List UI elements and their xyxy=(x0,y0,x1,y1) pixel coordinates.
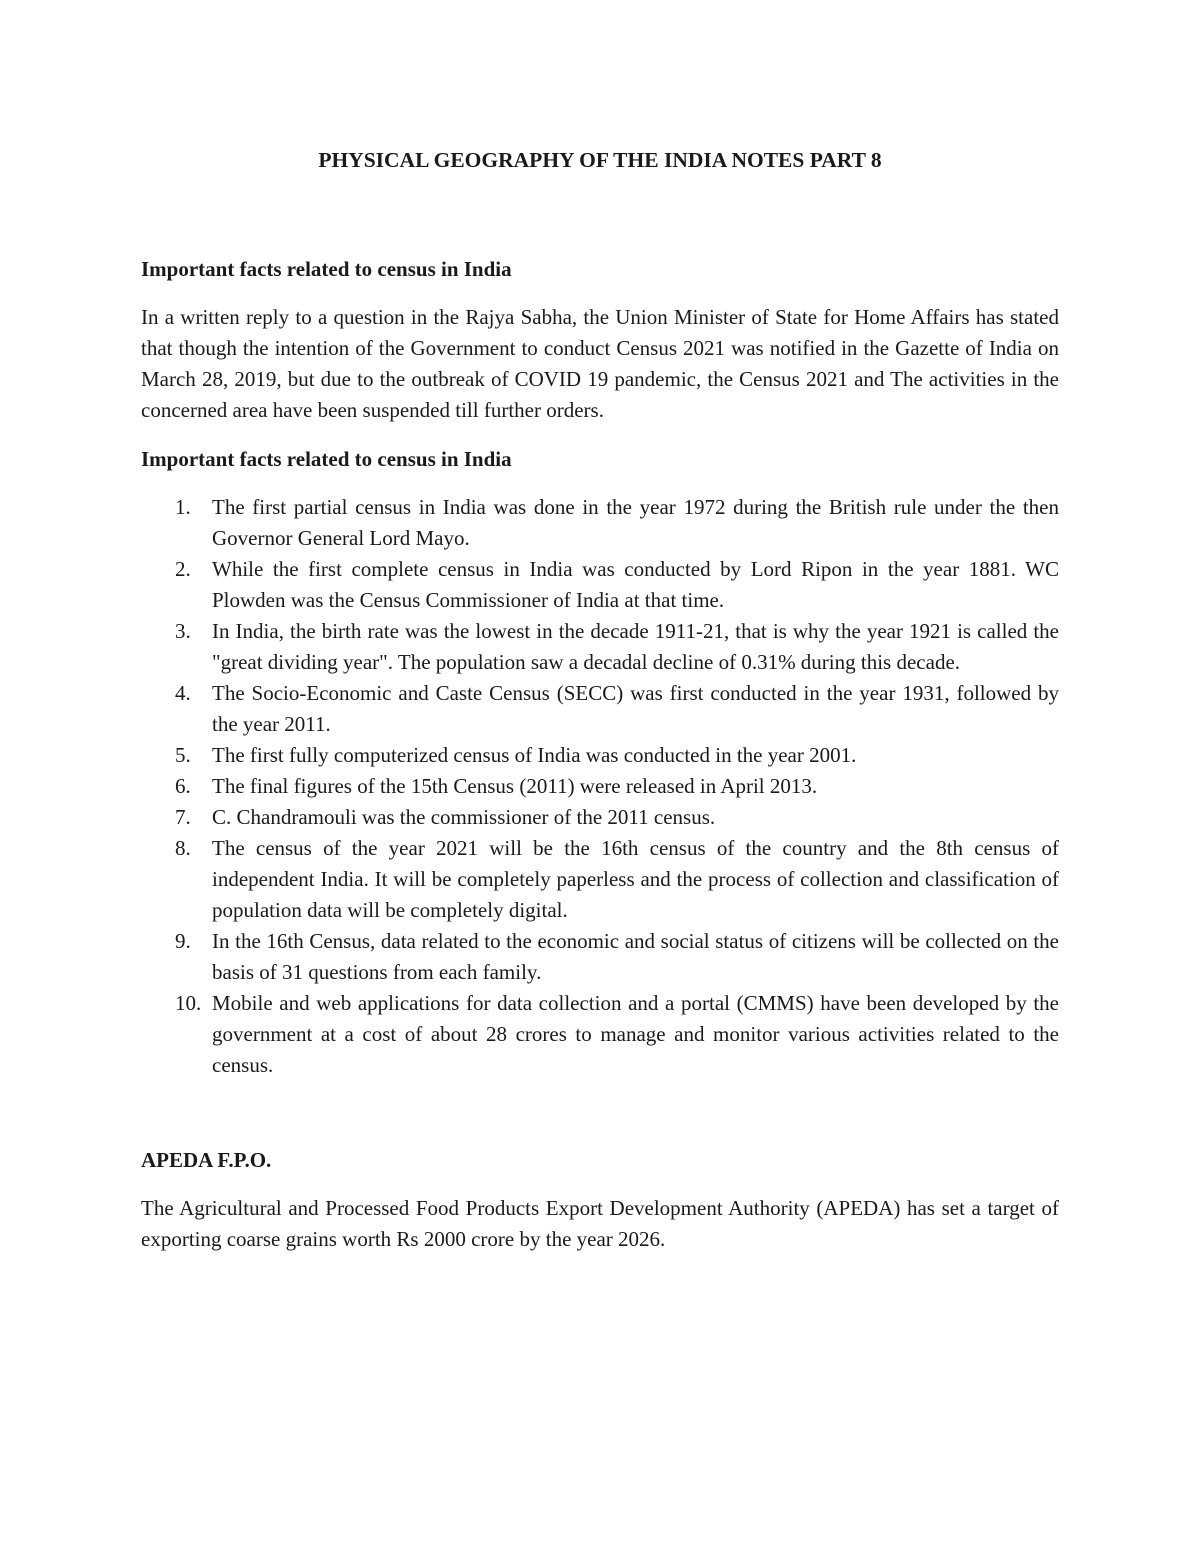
list-item xyxy=(141,554,1059,616)
list-item xyxy=(141,740,1059,771)
list-item-text: In India, the birth rate was the lowest in the decade 1911-21, that is why the year 1921 is called the "great dividing year". The population saw a decadal decline of 0.31% during this decade. xyxy=(212,619,1059,674)
list-item-text: The census of the year 2021 will be the 16th census of the country and the 8th census of independent India. It will be completely paperless and the process of collection and classification of population data will be completely digital. xyxy=(212,836,1059,922)
document-page xyxy=(141,140,1059,1255)
list-item xyxy=(141,926,1059,988)
list-item-text: The first fully computerized census of India was conducted in the year 2001. xyxy=(212,743,857,767)
list-item-number: 1. xyxy=(175,495,191,519)
list-item-text: The Socio-Economic and Caste Census (SECC) was first conducted in the year 1931, followed by the year 2011. xyxy=(212,681,1059,736)
apeda-paragraph: The Agricultural and Processed Food Products Export Development Authority (APEDA) has set a target of exporting coarse grains worth Rs 2000 crore by the year 2026. xyxy=(141,1196,1059,1251)
list-item xyxy=(141,802,1059,833)
census-facts-list xyxy=(141,492,1059,1081)
list-item-number: 9. xyxy=(175,929,191,953)
section-heading-apeda: APEDA F.P.O. xyxy=(141,1148,272,1172)
list-item xyxy=(141,492,1059,554)
list-item-number: 8. xyxy=(175,836,191,860)
section-heading-census-facts: Important facts related to census in India xyxy=(141,447,512,471)
list-item-number: 10. xyxy=(175,991,202,1015)
list-item-text: The first partial census in India was done in the year 1972 during the British rule under the then Governor General Lord Mayo. xyxy=(212,495,1059,550)
list-item xyxy=(141,616,1059,678)
list-item-number: 5. xyxy=(175,743,191,767)
list-item-number: 2. xyxy=(175,557,191,581)
list-item-text: The final figures of the 15th Census (2011) were released in April 2013. xyxy=(212,774,818,798)
list-item xyxy=(141,678,1059,740)
list-item-number: 6. xyxy=(175,774,191,798)
list-item xyxy=(141,988,1059,1081)
document-title: PHYSICAL GEOGRAPHY OF THE INDIA NOTES PART 8 xyxy=(318,148,882,172)
list-item-text: Mobile and web applications for data collection and a portal (CMMS) have been developed by the government at a cost of about 28 crores to manage and monitor various activities related to the census. xyxy=(212,991,1059,1077)
list-item-number: 7. xyxy=(175,805,191,829)
list-item xyxy=(141,833,1059,926)
list-item-text: C. Chandramouli was the commissioner of the 2011 census. xyxy=(212,805,716,829)
list-item-text: While the first complete census in India was conducted by Lord Ripon in the year 1881. WC Plowden was the Census Commissioner of India at that time. xyxy=(212,557,1059,612)
list-item-text: In the 16th Census, data related to the economic and social status of citizens will be collected on the basis of 31 questions from each family. xyxy=(212,929,1059,984)
list-item xyxy=(141,771,1059,802)
section-heading-census-intro: Important facts related to census in India xyxy=(141,257,512,281)
census-intro-paragraph: In a written reply to a question in the Rajya Sabha, the Union Minister of State for Home Affairs has stated that though the intention of the Government to conduct Census 2021 was notified in the Gazette of India on March 28, 2019, but due to the outbreak of COVID 19 pandemic, the Census 2021 and The activities in the concerned area have been suspended till further orders. xyxy=(141,305,1059,422)
list-item-number: 3. xyxy=(175,619,191,643)
list-item-number: 4. xyxy=(175,681,191,705)
